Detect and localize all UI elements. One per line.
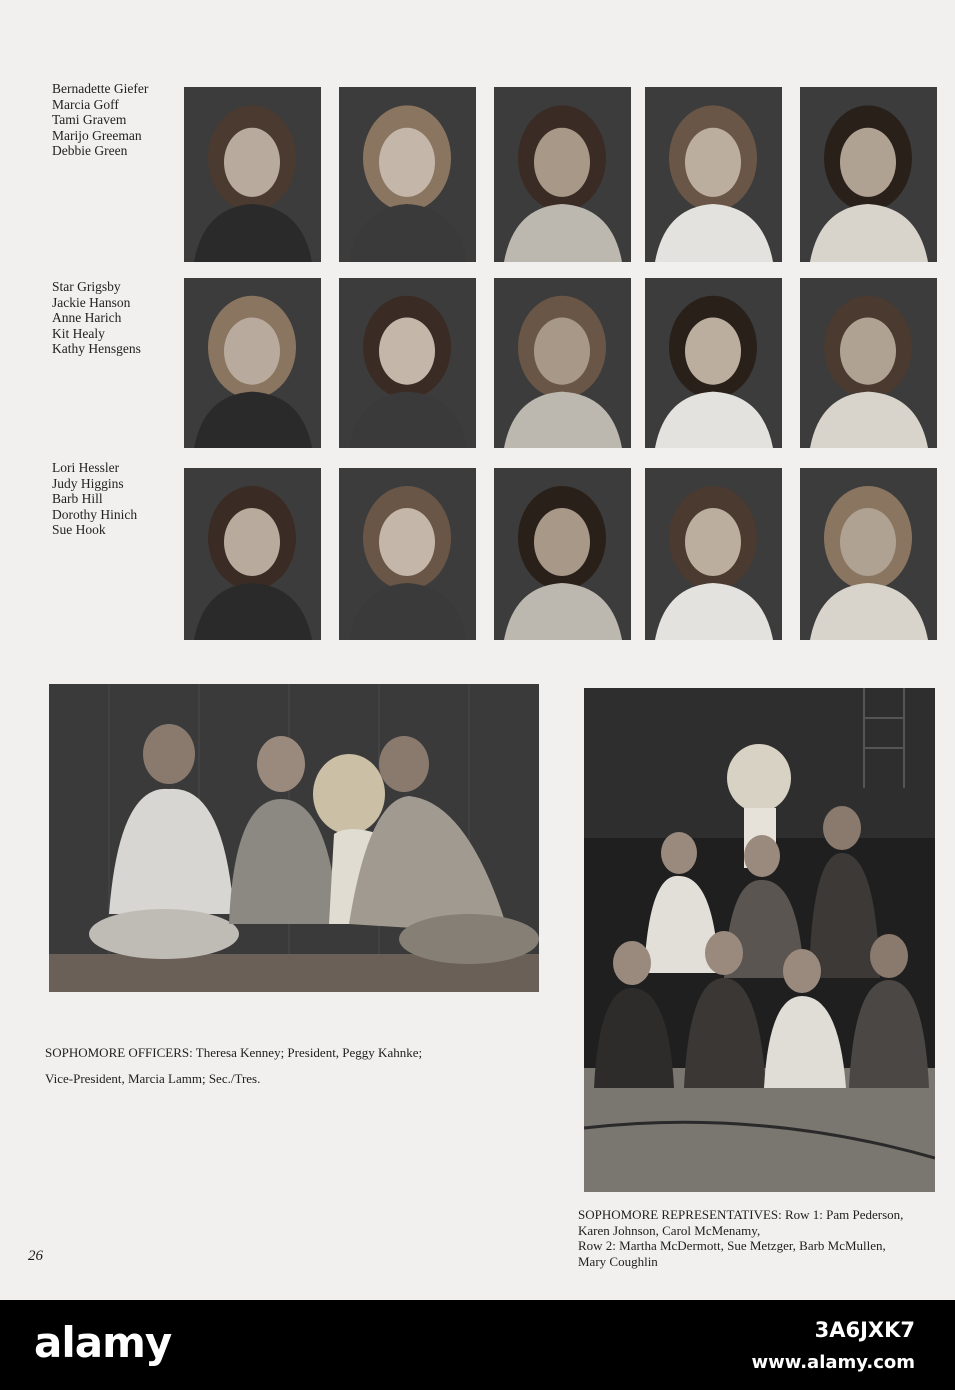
student-portrait bbox=[645, 87, 782, 262]
name: Kit Healy bbox=[52, 325, 105, 341]
caption-line: Mary Coughlin bbox=[578, 1253, 658, 1269]
name: Barb Hill bbox=[52, 491, 103, 506]
name: Judy Higgins bbox=[52, 475, 124, 491]
student-portrait bbox=[800, 468, 937, 640]
caption-line: SOPHOMORE REPRESENTATIVES: Row 1: Pam Pederson, bbox=[578, 1207, 904, 1222]
student-portrait bbox=[800, 278, 937, 448]
student-portrait bbox=[494, 278, 631, 448]
name: Tami Gravem bbox=[52, 112, 127, 127]
representatives-caption bbox=[578, 1207, 903, 1269]
row2-names bbox=[52, 279, 141, 357]
student-portrait bbox=[184, 468, 321, 640]
name: Kathy Hensgens bbox=[52, 341, 141, 356]
representatives-photo bbox=[584, 688, 935, 1192]
name: Marcia Goff bbox=[52, 96, 119, 112]
name: Jackie Hanson bbox=[52, 294, 131, 310]
officers-caption bbox=[45, 1040, 422, 1092]
caption-line: Row 2: Martha McDermott, Sue Metzger, Barb McMullen, bbox=[578, 1238, 886, 1253]
student-portrait bbox=[645, 278, 782, 448]
row3-names bbox=[52, 460, 137, 538]
caption-line: Vice-President, Marcia Lamm; Sec./Tres. bbox=[45, 1071, 261, 1086]
page-number: 26 bbox=[28, 1248, 43, 1264]
caption-line: SOPHOMORE OFFICERS: Theresa Kenney; President, Peggy Kahnke; bbox=[45, 1045, 423, 1060]
alamy-logo: alamy bbox=[34, 1318, 172, 1367]
row1-names bbox=[52, 81, 148, 159]
name: Sue Hook bbox=[52, 522, 106, 537]
name: Bernadette Giefer bbox=[52, 81, 149, 96]
name: Marijo Greeman bbox=[52, 127, 142, 143]
student-portrait bbox=[339, 278, 476, 448]
site-url: www.alamy.com bbox=[751, 1352, 915, 1373]
student-portrait bbox=[494, 87, 631, 262]
student-portrait bbox=[494, 468, 631, 640]
student-portrait bbox=[339, 87, 476, 262]
officers-photo bbox=[49, 684, 539, 992]
student-portrait bbox=[339, 468, 476, 640]
student-portrait bbox=[184, 87, 321, 262]
name: Lori Hessler bbox=[52, 460, 120, 475]
name: Debbie Green bbox=[52, 143, 128, 158]
student-portrait bbox=[184, 278, 321, 448]
student-portrait bbox=[645, 468, 782, 640]
caption-line: Karen Johnson, Carol McMenamy, bbox=[578, 1222, 761, 1238]
image-id: 3A6JXK7 bbox=[814, 1318, 915, 1342]
name: Dorothy Hinich bbox=[52, 506, 138, 522]
student-portrait bbox=[800, 87, 937, 262]
name: Star Grigsby bbox=[52, 279, 121, 294]
name: Anne Harich bbox=[52, 310, 122, 325]
